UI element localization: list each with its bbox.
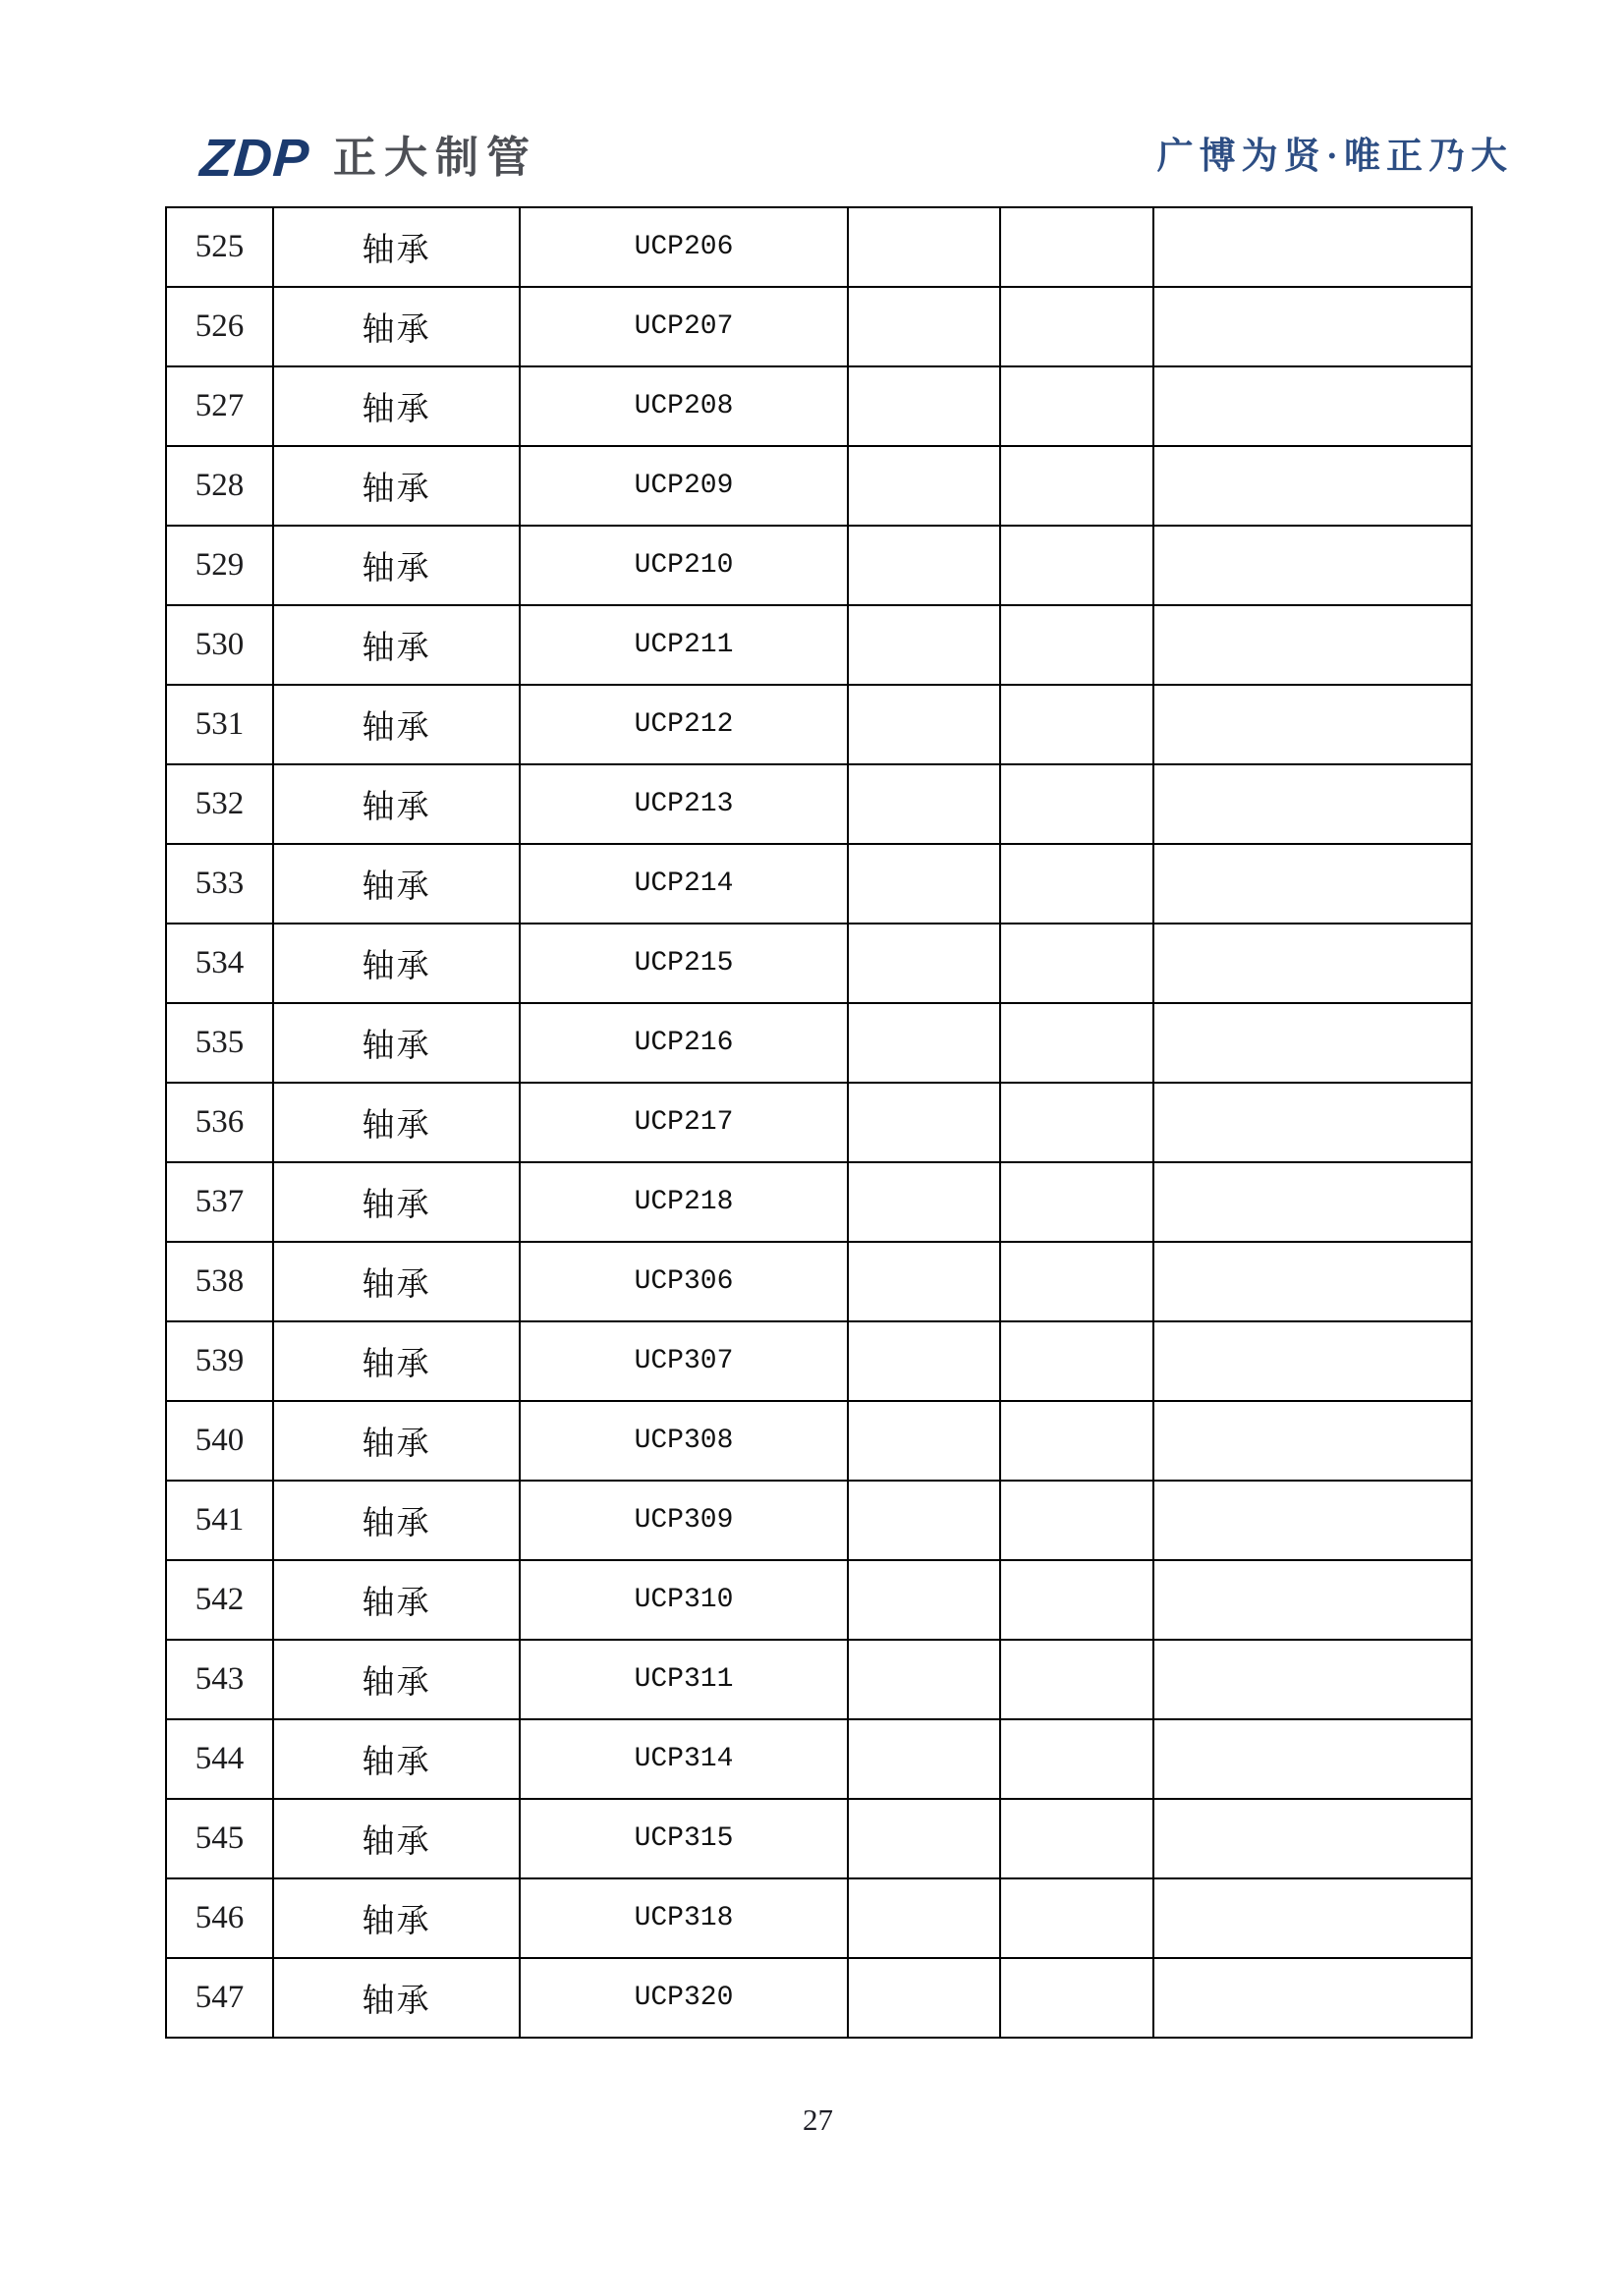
empty-cell	[1153, 1083, 1472, 1162]
empty-cell	[1000, 1958, 1153, 2038]
table-row	[166, 526, 1472, 605]
model-code-cell: UCP311	[520, 1640, 848, 1719]
row-number-cell: 542	[166, 1560, 273, 1640]
row-number-cell: 538	[166, 1242, 273, 1321]
row-number-cell: 537	[166, 1162, 273, 1242]
empty-cell	[848, 287, 1000, 366]
empty-cell	[1000, 924, 1153, 1003]
empty-cell	[848, 1003, 1000, 1083]
table-row	[166, 1083, 1472, 1162]
table-row	[166, 1640, 1472, 1719]
model-code-cell: UCP216	[520, 1003, 848, 1083]
part-name-cell: 轴承	[273, 1242, 520, 1321]
model-code-cell: UCP207	[520, 287, 848, 366]
table-row	[166, 287, 1472, 366]
model-code-cell: UCP318	[520, 1878, 848, 1958]
part-name-cell: 轴承	[273, 764, 520, 844]
model-code-cell: UCP309	[520, 1481, 848, 1560]
part-name-cell: 轴承	[273, 526, 520, 605]
table-row	[166, 1878, 1472, 1958]
logo-zdp-text: ZDP	[197, 129, 312, 188]
empty-cell	[848, 1083, 1000, 1162]
table-row	[166, 1401, 1472, 1481]
empty-cell	[1000, 844, 1153, 924]
row-number-cell: 547	[166, 1958, 273, 2038]
part-name-cell: 轴承	[273, 1878, 520, 1958]
row-number-cell: 543	[166, 1640, 273, 1719]
header-slogan: 广博为贤·唯正乃大	[1156, 137, 1513, 177]
model-code-cell: UCP209	[520, 446, 848, 526]
empty-cell	[1000, 1481, 1153, 1560]
empty-cell	[1153, 685, 1472, 764]
table-row	[166, 1560, 1472, 1640]
model-code-cell: UCP210	[520, 526, 848, 605]
empty-cell	[1153, 924, 1472, 1003]
empty-cell	[848, 1719, 1000, 1799]
row-number-cell: 532	[166, 764, 273, 844]
empty-cell	[1000, 764, 1153, 844]
empty-cell	[1000, 1321, 1153, 1401]
empty-cell	[1153, 1799, 1472, 1878]
empty-cell	[1153, 844, 1472, 924]
empty-cell	[1000, 1242, 1153, 1321]
part-name-cell: 轴承	[273, 1799, 520, 1878]
table-row	[166, 366, 1472, 446]
empty-cell	[1000, 1878, 1153, 1958]
empty-cell	[1153, 1321, 1472, 1401]
row-number-cell: 527	[166, 366, 273, 446]
empty-cell	[1153, 287, 1472, 366]
table-row	[166, 1321, 1472, 1401]
empty-cell	[848, 207, 1000, 287]
empty-cell	[848, 844, 1000, 924]
row-number-cell: 535	[166, 1003, 273, 1083]
empty-cell	[848, 1321, 1000, 1401]
empty-cell	[1000, 1640, 1153, 1719]
table-row	[166, 446, 1472, 526]
empty-cell	[848, 605, 1000, 685]
row-number-cell: 526	[166, 287, 273, 366]
empty-cell	[1000, 1799, 1153, 1878]
empty-cell	[1000, 1083, 1153, 1162]
part-name-cell: 轴承	[273, 1321, 520, 1401]
empty-cell	[1000, 1162, 1153, 1242]
empty-cell	[1000, 1560, 1153, 1640]
model-code-cell: UCP310	[520, 1560, 848, 1640]
table-row	[166, 207, 1472, 287]
model-code-cell: UCP308	[520, 1401, 848, 1481]
row-number-cell: 531	[166, 685, 273, 764]
empty-cell	[848, 446, 1000, 526]
empty-cell	[1153, 1640, 1472, 1719]
part-name-cell: 轴承	[273, 605, 520, 685]
empty-cell	[1153, 446, 1472, 526]
part-name-cell: 轴承	[273, 685, 520, 764]
row-number-cell: 544	[166, 1719, 273, 1799]
company-logo	[197, 129, 537, 188]
empty-cell	[1153, 1162, 1472, 1242]
empty-cell	[848, 1878, 1000, 1958]
table-row	[166, 844, 1472, 924]
empty-cell	[1153, 1878, 1472, 1958]
row-number-cell: 528	[166, 446, 273, 526]
table-row	[166, 685, 1472, 764]
empty-cell	[1153, 366, 1472, 446]
model-code-cell: UCP215	[520, 924, 848, 1003]
row-number-cell: 536	[166, 1083, 273, 1162]
empty-cell	[848, 1162, 1000, 1242]
empty-cell	[1000, 685, 1153, 764]
empty-cell	[1000, 1719, 1153, 1799]
row-number-cell: 534	[166, 924, 273, 1003]
row-number-cell: 545	[166, 1799, 273, 1878]
model-code-cell: UCP212	[520, 685, 848, 764]
empty-cell	[1000, 287, 1153, 366]
model-code-cell: UCP307	[520, 1321, 848, 1401]
model-code-cell: UCP206	[520, 207, 848, 287]
empty-cell	[1153, 605, 1472, 685]
part-name-cell: 轴承	[273, 207, 520, 287]
table-row	[166, 1242, 1472, 1321]
row-number-cell: 541	[166, 1481, 273, 1560]
model-code-cell: UCP214	[520, 844, 848, 924]
empty-cell	[848, 764, 1000, 844]
empty-cell	[1000, 366, 1153, 446]
empty-cell	[848, 685, 1000, 764]
empty-cell	[1153, 1003, 1472, 1083]
part-name-cell: 轴承	[273, 1401, 520, 1481]
empty-cell	[1153, 1481, 1472, 1560]
empty-cell	[1000, 1401, 1153, 1481]
empty-cell	[1153, 764, 1472, 844]
part-name-cell: 轴承	[273, 1719, 520, 1799]
empty-cell	[848, 1481, 1000, 1560]
empty-cell	[848, 1799, 1000, 1878]
empty-cell	[848, 1640, 1000, 1719]
part-name-cell: 轴承	[273, 366, 520, 446]
row-number-cell: 529	[166, 526, 273, 605]
empty-cell	[848, 924, 1000, 1003]
part-name-cell: 轴承	[273, 1162, 520, 1242]
part-name-cell: 轴承	[273, 844, 520, 924]
table-row	[166, 605, 1472, 685]
empty-cell	[1153, 1242, 1472, 1321]
part-name-cell: 轴承	[273, 446, 520, 526]
part-name-cell: 轴承	[273, 1640, 520, 1719]
empty-cell	[1000, 605, 1153, 685]
logo-company-name: 正大制管	[333, 134, 537, 182]
row-number-cell: 540	[166, 1401, 273, 1481]
parts-table	[165, 206, 1473, 2039]
table-row	[166, 1958, 1472, 2038]
empty-cell	[848, 1958, 1000, 2038]
empty-cell	[1153, 1958, 1472, 2038]
row-number-cell: 525	[166, 207, 273, 287]
model-code-cell: UCP314	[520, 1719, 848, 1799]
model-code-cell: UCP213	[520, 764, 848, 844]
empty-cell	[848, 1560, 1000, 1640]
row-number-cell: 533	[166, 844, 273, 924]
empty-cell	[1000, 1003, 1153, 1083]
empty-cell	[1153, 1560, 1472, 1640]
model-code-cell: UCP306	[520, 1242, 848, 1321]
row-number-cell: 546	[166, 1878, 273, 1958]
model-code-cell: UCP208	[520, 366, 848, 446]
part-name-cell: 轴承	[273, 1003, 520, 1083]
empty-cell	[848, 366, 1000, 446]
model-code-cell: UCP320	[520, 1958, 848, 2038]
model-code-cell: UCP211	[520, 605, 848, 685]
part-name-cell: 轴承	[273, 1958, 520, 2038]
table-row	[166, 1799, 1472, 1878]
empty-cell	[1153, 1719, 1472, 1799]
table-row	[166, 1481, 1472, 1560]
empty-cell	[1000, 446, 1153, 526]
table-row	[166, 764, 1472, 844]
model-code-cell: UCP315	[520, 1799, 848, 1878]
empty-cell	[1153, 207, 1472, 287]
table-row	[166, 1162, 1472, 1242]
empty-cell	[1153, 526, 1472, 605]
empty-cell	[1153, 1401, 1472, 1481]
empty-cell	[848, 526, 1000, 605]
empty-cell	[1000, 526, 1153, 605]
table-row	[166, 924, 1472, 1003]
part-name-cell: 轴承	[273, 924, 520, 1003]
table-row	[166, 1003, 1472, 1083]
row-number-cell: 539	[166, 1321, 273, 1401]
part-name-cell: 轴承	[273, 1560, 520, 1640]
empty-cell	[848, 1242, 1000, 1321]
model-code-cell: UCP218	[520, 1162, 848, 1242]
part-name-cell: 轴承	[273, 1083, 520, 1162]
part-name-cell: 轴承	[273, 1481, 520, 1560]
part-name-cell: 轴承	[273, 287, 520, 366]
empty-cell	[1000, 207, 1153, 287]
model-code-cell: UCP217	[520, 1083, 848, 1162]
table-row	[166, 1719, 1472, 1799]
empty-cell	[848, 1401, 1000, 1481]
row-number-cell: 530	[166, 605, 273, 685]
page-number: 27	[803, 2102, 833, 2137]
